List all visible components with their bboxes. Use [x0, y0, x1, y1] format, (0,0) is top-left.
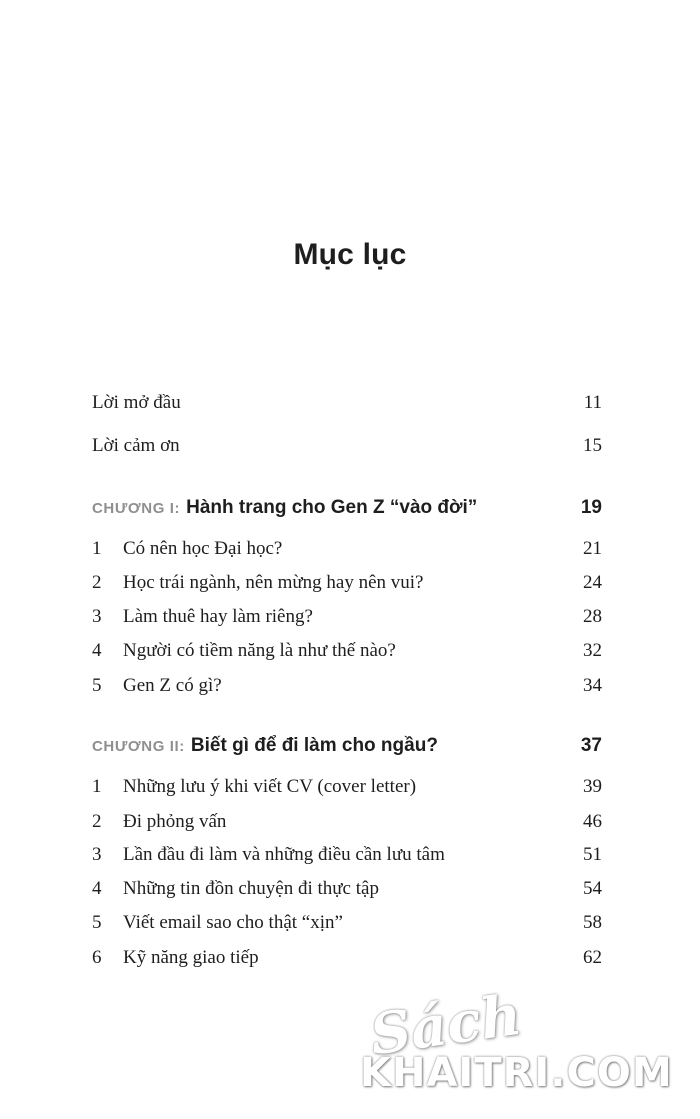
- toc-entry-intro: [92, 388, 602, 418]
- entry-number: 3: [92, 844, 102, 865]
- watermark-logo: [360, 981, 690, 1112]
- toc-entry: [92, 772, 602, 802]
- chapter-title: Hành trang cho Gen Z “vào đời”: [186, 497, 478, 518]
- watermark-script: Sách: [366, 981, 526, 1069]
- entry-number: 2: [92, 811, 102, 832]
- entry-title: Kỹ năng giao tiếp: [123, 947, 259, 968]
- toc-entry: [92, 671, 602, 701]
- entry-page: 46: [583, 811, 602, 832]
- entry-title: Làm thuê hay làm riêng?: [123, 606, 313, 627]
- entry-number: 4: [92, 878, 102, 899]
- toc-entry: [92, 602, 602, 632]
- entry-number: 5: [92, 675, 102, 696]
- entry-page: 34: [583, 675, 602, 696]
- entry-title: Có nên học Đại học?: [123, 538, 283, 559]
- entry-title: Viết email sao cho thật “xịn”: [123, 912, 343, 933]
- entry-number: 1: [92, 776, 102, 797]
- toc-entry: [92, 534, 602, 564]
- entry-number: 5: [92, 912, 102, 933]
- entry-page: 39: [583, 776, 602, 797]
- entry-number: 3: [92, 606, 102, 627]
- chapter-title: Biết gì để đi làm cho ngầu?: [190, 735, 438, 756]
- page-title: Mục lục: [293, 238, 407, 271]
- entry-title: Đi phỏng vấn: [123, 811, 227, 832]
- entry-title: Lần đầu đi làm và những điều cần lưu tâm: [123, 844, 445, 865]
- entry-page: 21: [583, 538, 602, 559]
- entry-title: Những lưu ý khi viết CV (cover letter): [123, 776, 417, 797]
- entry-number: 1: [92, 538, 102, 559]
- toc-entry-thanks: [92, 431, 602, 461]
- entry-title: Gen Z có gì?: [123, 675, 222, 696]
- entry-page: 15: [583, 435, 602, 456]
- entry-page: 62: [583, 947, 602, 968]
- entry-page: 11: [583, 392, 602, 413]
- entry-page: 32: [583, 640, 602, 661]
- entry-page: 24: [583, 572, 602, 593]
- toc-entry: [92, 568, 602, 598]
- chapter-heading: [92, 731, 602, 761]
- chapter-label: CHƯƠNG I:: [92, 499, 181, 517]
- toc-entry: [92, 807, 602, 837]
- entry-title: Lời cảm ơn: [92, 435, 180, 456]
- chapter-heading: [92, 493, 602, 523]
- toc-entry: [92, 636, 602, 666]
- chapter-page: 19: [580, 497, 602, 518]
- chapter-page: 37: [580, 735, 602, 756]
- toc-entry: [92, 874, 602, 904]
- chapter-label: CHƯƠNG II:: [92, 737, 185, 755]
- entry-number: 6: [92, 947, 102, 968]
- entry-title: Những tin đồn chuyện đi thực tập: [123, 878, 379, 899]
- entry-title: Người có tiềm năng là như thế nào?: [123, 640, 396, 661]
- entry-page: 58: [583, 912, 602, 933]
- toc-entry: [92, 840, 602, 870]
- entry-title: Lời mở đầu: [92, 392, 181, 413]
- entry-title: Học trái ngành, nên mừng hay nên vui?: [123, 572, 424, 593]
- toc-entry: [92, 908, 602, 938]
- watermark-text: KHAITRI.COM: [360, 1050, 673, 1096]
- toc-entry: [92, 943, 602, 973]
- entry-page: 51: [583, 844, 602, 865]
- entry-number: 2: [92, 572, 102, 593]
- entry-page: 54: [583, 878, 602, 899]
- entry-number: 4: [92, 640, 102, 661]
- entry-page: 28: [583, 606, 602, 627]
